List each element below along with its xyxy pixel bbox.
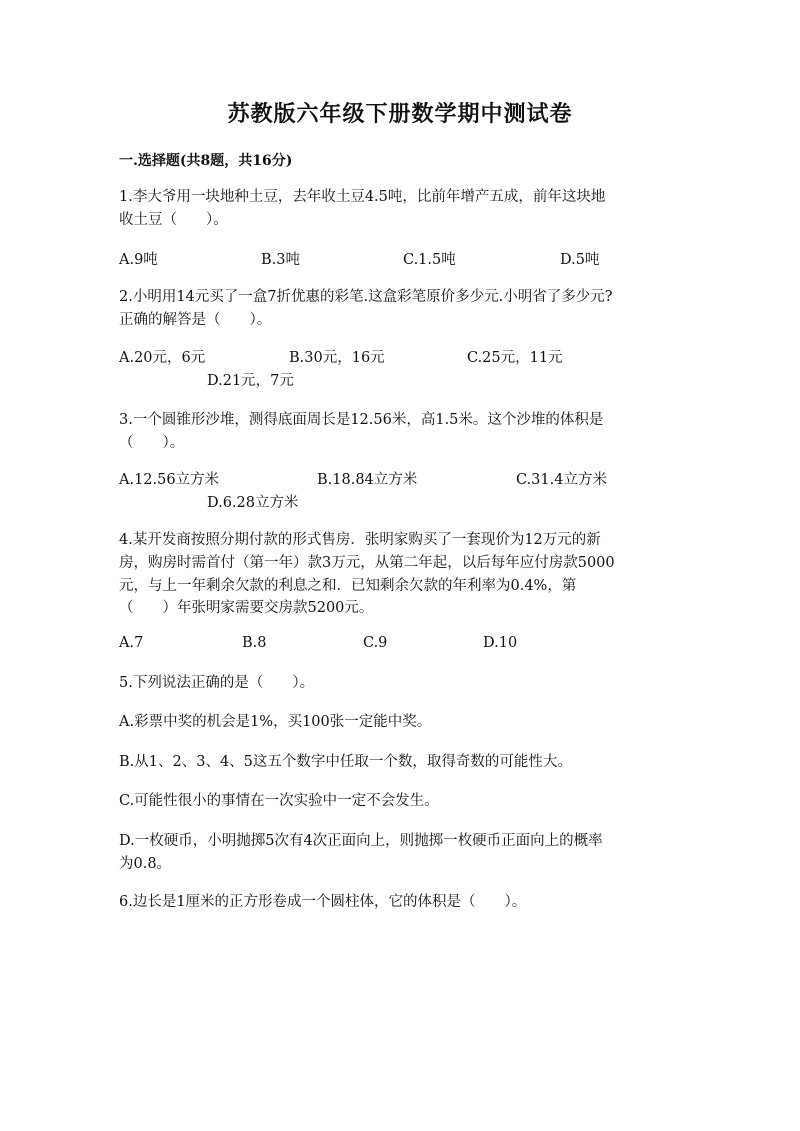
question-3-option-c: C.31.4立方米: [516, 472, 607, 488]
question-5-option-d-line-1: D.一枚硬币，小明抛掷5次有4次正面向上，则抛掷一枚硬币正面向上的概率: [119, 833, 603, 849]
question-4-line-2: 房，购房时需首付（第一年）款3万元，从第二年起，以后每年应付房款5000: [119, 555, 615, 571]
question-1-line-2: 收土豆（ ）。: [119, 212, 228, 228]
section-heading: 一.选择题(共8题，共16分): [119, 153, 293, 169]
question-3-option-d: D.6.28立方米: [207, 495, 299, 511]
question-5-option-c: C.可能性很小的事情在一次实验中一定不会发生。: [119, 793, 439, 809]
question-2-option-c: C.25元，11元: [467, 350, 563, 366]
question-3-option-a: A.12.56立方米: [119, 472, 220, 488]
question-1-option-b: B.3吨: [261, 252, 300, 268]
question-4-line-4: （ ）年张明家需要交房款5200元。: [119, 600, 374, 616]
question-5-option-a: A.彩票中奖的机会是1%，买100张一定能中奖。: [119, 714, 432, 730]
question-1-option-c: C.1.5吨: [403, 252, 456, 268]
question-4-option-a: A.7: [119, 635, 144, 651]
question-2-option-b: B.30元，16元: [289, 350, 385, 366]
question-2-option-d: D.21元，7元: [207, 373, 294, 389]
question-4-option-c: C.9: [363, 635, 388, 651]
question-5-line-1: 5.下列说法正确的是（ ）。: [119, 675, 315, 691]
question-2-line-2: 正确的解答是（ ）。: [119, 312, 272, 328]
question-1-option-a: A.9吨: [119, 252, 158, 268]
question-2-option-a: A.20元，6元: [119, 350, 206, 366]
question-3-line-2: （ ）。: [119, 435, 185, 451]
page-title: 苏教版六年级下册数学期中测试卷: [227, 101, 573, 127]
question-3-line-1: 3.一个圆锥形沙堆，测得底面周长是12.56米，高1.5米。这个沙堆的体积是: [119, 412, 604, 428]
question-4-option-b: B.8: [242, 635, 267, 651]
question-5-option-d-line-2: 为0.8。: [119, 856, 172, 872]
question-4-line-1: 4.某开发商按照分期付款的形式售房．张明家购买了一套现价为12万元的新: [119, 532, 601, 548]
question-4-line-3: 元，与上一年剩余欠款的利息之和．已知剩余欠款的年利率为0.4%，第: [119, 578, 577, 594]
question-5-option-b: B.从1、2、3、4、5这五个数字中任取一个数，取得奇数的可能性大。: [119, 754, 572, 770]
question-1-line-1: 1.李大爷用一块地种土豆，去年收土豆4.5吨，比前年增产五成，前年这块地: [119, 189, 606, 205]
question-2-line-1: 2.小明用14元买了一盒7折优惠的彩笔.这盒彩笔原价多少元.小明省了多少元?: [119, 289, 613, 305]
question-1-option-d: D.5吨: [560, 252, 600, 268]
question-6-line-1: 6.边长是1厘米的正方形卷成一个圆柱体，它的体积是（ ）。: [119, 894, 527, 910]
question-4-option-d: D.10: [483, 635, 518, 651]
question-3-option-b: B.18.84立方米: [317, 472, 418, 488]
